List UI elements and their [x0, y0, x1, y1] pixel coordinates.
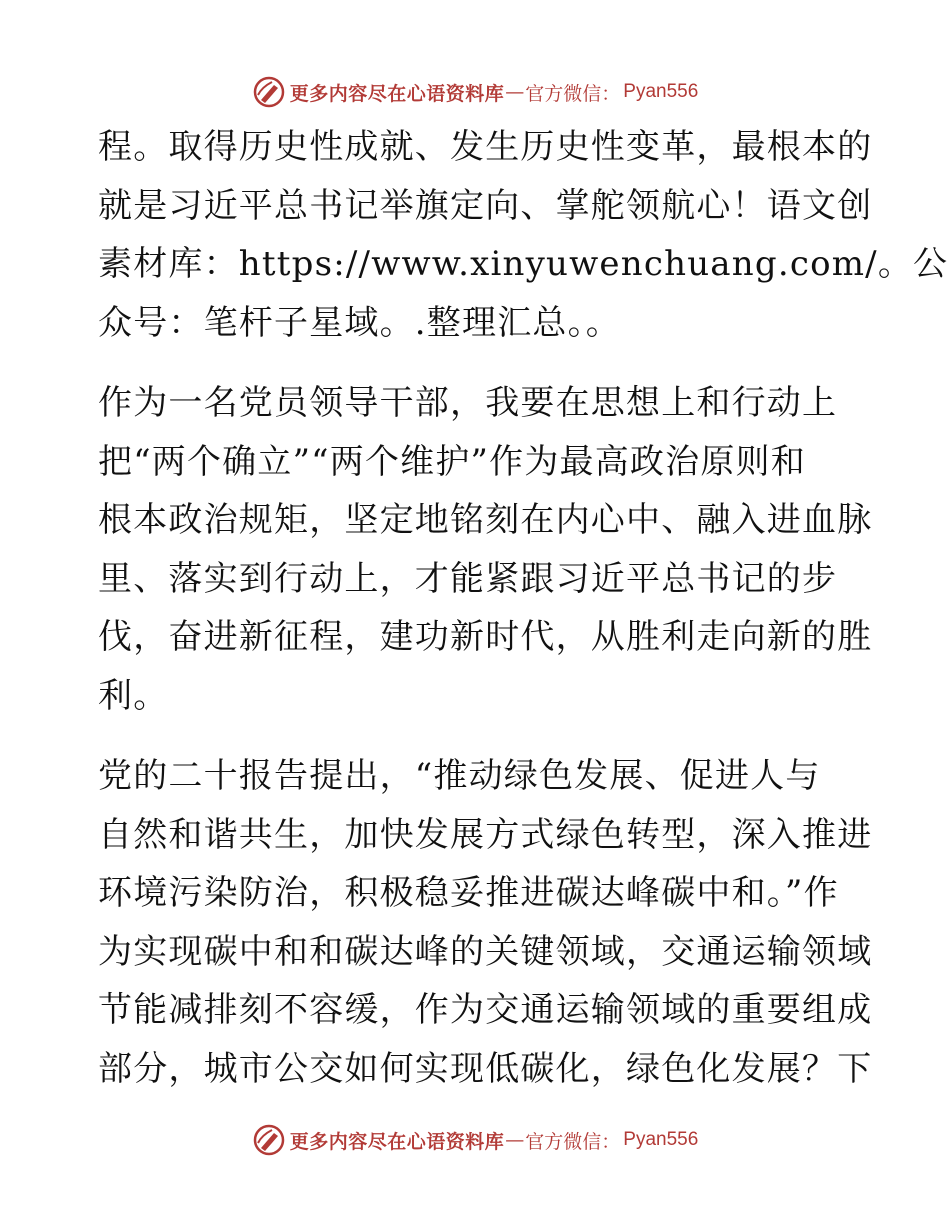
text-line: 为实现碳中和和碳达峰的关键领域，交通运输领域 — [98, 931, 873, 972]
footer-watermark — [0, 1120, 950, 1160]
wechat-id: Pyan556 — [623, 1129, 699, 1150]
wechat-label: 官方微信 — [525, 1130, 602, 1153]
wechat-colon: ： — [601, 82, 621, 105]
text-line: 伐，奋进新征程，建功新时代，从胜利走向新的胜 — [98, 617, 873, 657]
text-line: 素材库：https://www.xinyuwenchuang.com/。公 — [98, 244, 949, 284]
wechat-label: 官方微信 — [525, 82, 602, 105]
watermark-separator: — — [505, 1129, 525, 1151]
watermark-separator: — — [505, 81, 525, 103]
header-watermark — [0, 72, 950, 112]
text-line: 环境污染防治，积极稳妥推进碳达峰碳中和。”作 — [98, 873, 839, 913]
text-line: 根本政治规矩，坚定地铭刻在内心中、融入进血脉 — [98, 500, 873, 540]
text-line: 众号：笔杆子星域。.整理汇总。。 — [98, 302, 622, 343]
wechat-colon: ： — [601, 1130, 621, 1153]
text-line: 利。 — [98, 675, 169, 716]
watermark-text: 更多内容尽在心语资料库 — [289, 82, 505, 105]
text-line: 节能减排刻不容缓，作为交通运输领域的重要组成 — [98, 990, 873, 1030]
text-line: 把“两个确立”“两个维护”作为最高政治原则和 — [98, 441, 806, 482]
pen-logo-icon — [252, 75, 286, 109]
text-line: 自然和谐共生，加快发展方式绿色转型，深入推进 — [98, 814, 873, 855]
wechat-id: Pyan556 — [623, 81, 699, 102]
watermark-text: 更多内容尽在心语资料库 — [289, 1130, 505, 1153]
paragraph — [98, 747, 873, 1098]
text-line: 党的二十报告提出，“推动绿色发展、促进人与 — [98, 756, 821, 796]
paragraph — [98, 374, 873, 725]
document-body — [98, 118, 949, 1098]
text-line: 程。取得历史性成就、发生历史性变革，最根本的 — [98, 127, 873, 167]
text-line: 部分，城市公交如何实现低碳化，绿色化发展？下 — [98, 1048, 873, 1089]
text-line: 里、落实到行动上，才能紧跟习近平总书记的步 — [98, 558, 838, 599]
text-line: 就是习近平总书记举旗定向、掌舵领航心！语文创 — [98, 185, 873, 226]
paragraph — [98, 118, 949, 352]
text-line: 作为一名党员领导干部，我要在思想上和行动上 — [98, 383, 838, 423]
pen-logo-icon — [252, 1123, 286, 1157]
